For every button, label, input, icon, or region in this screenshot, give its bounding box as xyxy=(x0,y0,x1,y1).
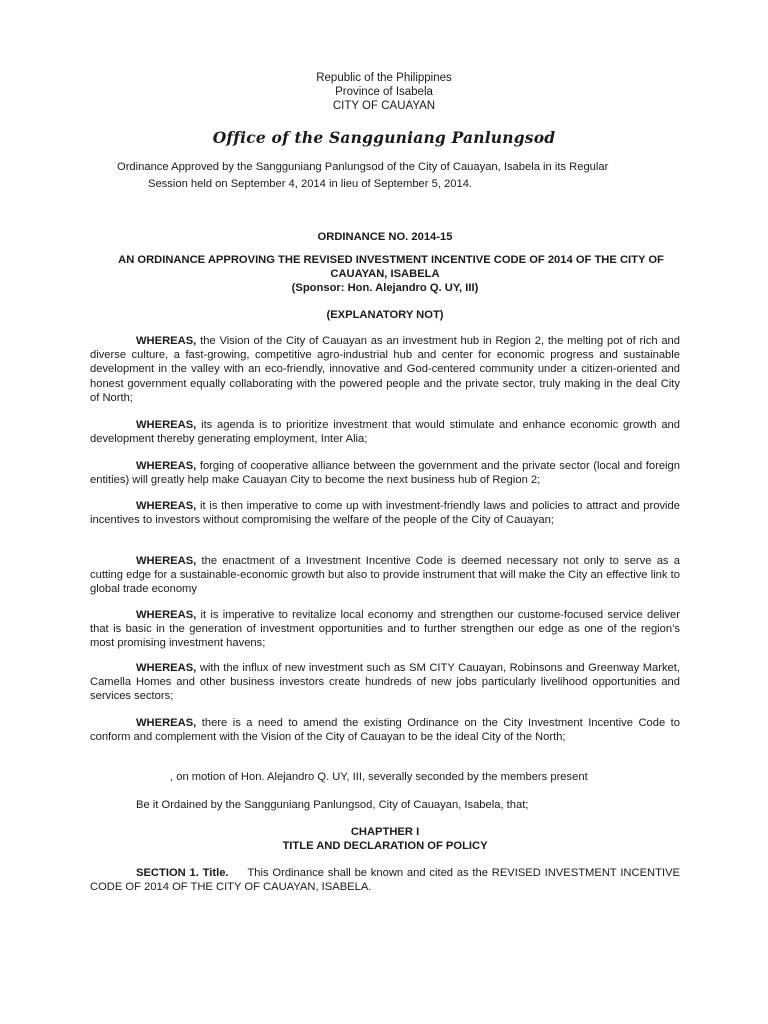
whereas-paragraph xyxy=(90,661,680,704)
section-1-text: This Ordinance shall be known and cited as the REVISED INVESTMENT INCENTIVE CODE OF 2014 OF THE CITY OF CAUAYAN, ISABELA. xyxy=(90,867,680,894)
ordinance-title-line-1: AN ORDINANCE APPROVING THE REVISED INVESTMENT INCENTIVE CODE OF 2014 OF THE CITY OF xyxy=(118,254,664,266)
chapter-title: TITLE AND DECLARATION OF POLICY xyxy=(282,840,488,852)
whereas-paragraph xyxy=(90,554,680,597)
whereas-paragraph xyxy=(90,334,680,405)
whereas-paragraph xyxy=(90,716,680,744)
whereas-label: WHEREAS, xyxy=(136,419,197,431)
header-province: Province of Isabela xyxy=(335,86,433,98)
whereas-label: WHEREAS, xyxy=(136,335,197,347)
approval-line-1: Ordinance Approved by the Sangguniang Panlungsod of the City of Cauayan, Isabela in its Regular xyxy=(117,161,609,173)
whereas-paragraph xyxy=(90,608,680,651)
whereas-paragraph xyxy=(90,418,680,446)
explanatory-note: (EXPLANATORY NOT) xyxy=(326,309,444,321)
motion-line: , on motion of Hon. Alejandro Q. UY, III, severally seconded by the members present xyxy=(170,771,588,783)
whereas-label: WHEREAS, xyxy=(136,460,197,472)
whereas-label: WHEREAS, xyxy=(136,500,197,512)
whereas-label: WHEREAS, xyxy=(136,662,197,674)
section-1-paragraph xyxy=(90,866,680,894)
chapter-label: CHAPTHER I xyxy=(350,826,420,838)
header-republic: Republic of the Philippines xyxy=(316,72,452,84)
whereas-label: WHEREAS, xyxy=(136,717,197,729)
header-city: CITY OF CAUAYAN xyxy=(332,100,436,112)
whereas-label: WHEREAS, xyxy=(136,609,197,621)
sponsor: (Sponsor: Hon. Alejandro Q. UY, III) xyxy=(291,282,479,294)
section-1-label: SECTION 1. Title. xyxy=(136,867,229,879)
whereas-text: the Vision of the City of Cauayan as an investment hub in Region 2, the melting pot of rich and diverse culture, a fast-growing, competitive agro-industrial hub and center for economic progress and sustainable development in the valley with an eco-friendly, innovative and God-centered community under a citizen-oriented and honest government equally collaborating with the powered people and the private sector, truly making in the deal City of North; xyxy=(90,335,680,404)
whereas-paragraph xyxy=(90,459,680,487)
ordinance-number: ORDINANCE NO. 2014-15 xyxy=(317,231,453,243)
whereas-text: forging of cooperative alliance between the government and the private sector (local and foreign entities) will greatly help make Cauayan City to become the next business hub of Region 2; xyxy=(90,460,680,487)
office-title: Office of the Sangguniang Panlungsod xyxy=(212,128,556,147)
whereas-label: WHEREAS, xyxy=(136,555,197,567)
ordinance-title-line-2: CAUAYAN, ISABELA xyxy=(330,268,440,280)
whereas-text: there is a need to amend the existing Ordinance on the City Investment Incentive Code to conform and complement with the Vision of the City of Cauayan to be the ideal City of the North; xyxy=(90,717,680,744)
whereas-paragraph xyxy=(90,499,680,527)
whereas-text: with the influx of new investment such as SM CITY Cauayan, Robinsons and Greenway Market, Camella Homes and other business investors create hundreds of new jobs particularly livelihood opportunities and services sectors; xyxy=(90,662,680,703)
whereas-text: it is imperative to revitalize local economy and strengthen our custome-focused service deliver that is basic in the generation of investment opportunities and to further strengthen our edge as one of the region’s most promising investment havens; xyxy=(90,609,680,650)
ordained-line: Be it Ordained by the Sangguniang Panlungsod, City of Cauayan, Isabela, that; xyxy=(136,799,529,811)
approval-line-2: Session held on September 4, 2014 in lieu of September 5, 2014. xyxy=(148,178,473,190)
whereas-text: it is then imperative to come up with investment-friendly laws and policies to attract and provide incentives to investors without compromising the welfare of the people of the City of Cauayan; xyxy=(90,500,680,527)
whereas-text: its agenda is to prioritize investment that would stimulate and enhance economic growth and development thereby generating employment, Inter Alia; xyxy=(90,419,680,446)
whereas-text: the enactment of a Investment Incentive Code is deemed necessary not only to serve as a cutting edge for a sustainable-economic growth but also to provide instrument that will make the City an effective link to global trade economy xyxy=(90,555,680,596)
